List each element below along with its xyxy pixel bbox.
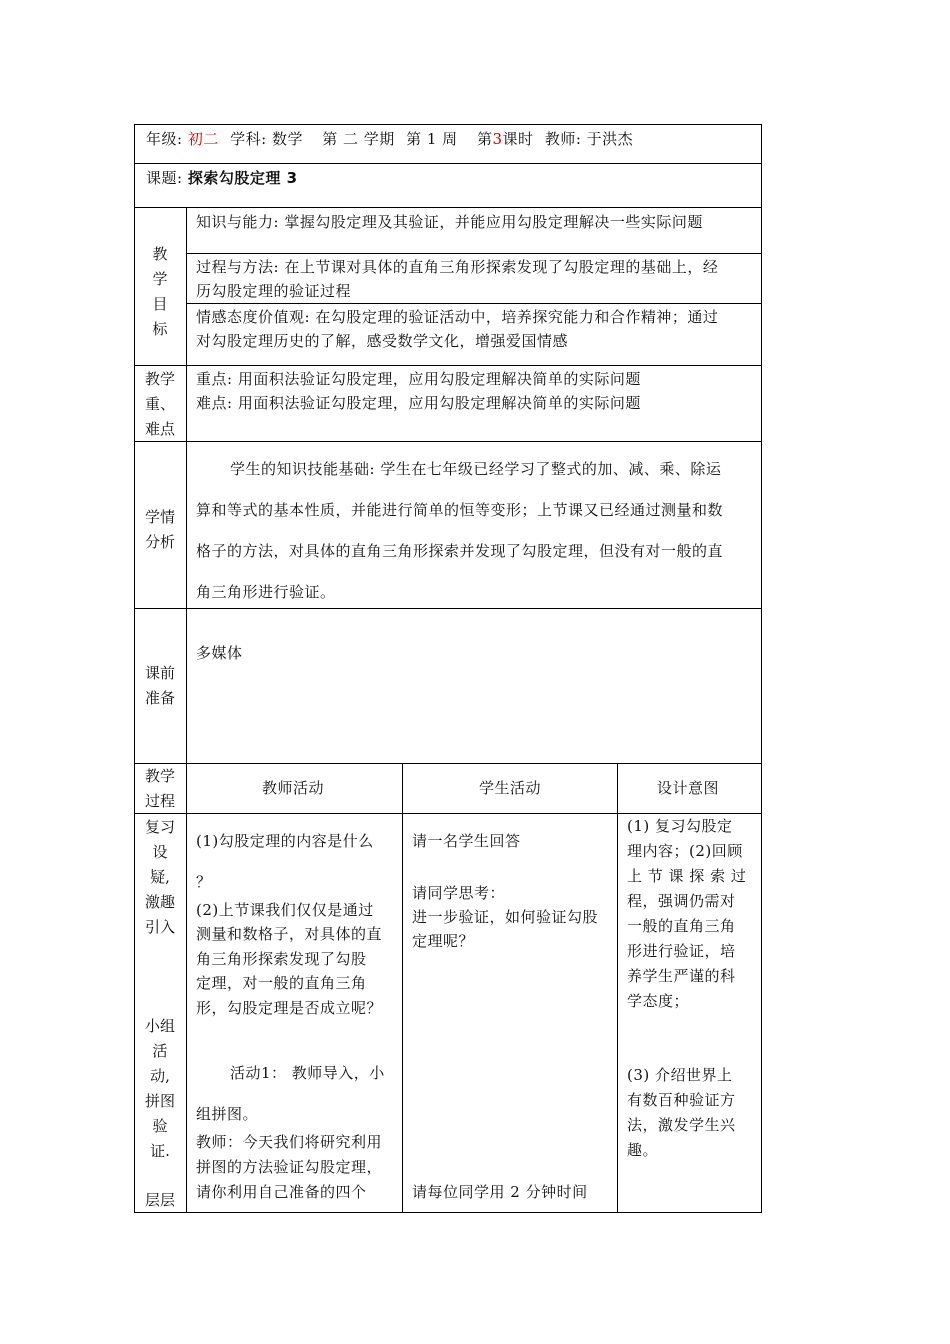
topic-value: 探索勾股定理 3 bbox=[187, 169, 298, 187]
stage-label: 小组 bbox=[144, 1017, 175, 1035]
col-header-intent: 设计意图 bbox=[657, 779, 720, 797]
topic-row bbox=[146, 166, 298, 191]
week: 第 1 周 bbox=[406, 130, 458, 148]
subject: 学科: 数学 bbox=[230, 130, 303, 148]
col-header-teacher: 教师活动 bbox=[262, 779, 325, 797]
col-divider bbox=[402, 763, 403, 1213]
teacher-line: 拼图的方法验证勾股定理， bbox=[196, 1158, 383, 1176]
intent-line: 上 节 课 探 索 过 bbox=[627, 867, 747, 885]
intent-line: 学态度； bbox=[627, 992, 690, 1010]
intent-line: 养学生严谨的科 bbox=[627, 967, 736, 985]
teacher-line: (2)上节课我们仅仅是通过 bbox=[196, 901, 374, 919]
label-line: 教学 bbox=[144, 767, 175, 785]
intent-line: 趣。 bbox=[627, 1141, 659, 1159]
analysis-line: 格子的方法，对具体的直角三角形探索并发现了勾股定理，但没有对一般的直 bbox=[196, 542, 724, 560]
label-line: 难点 bbox=[144, 420, 175, 438]
row-divider bbox=[134, 207, 762, 208]
analysis-line: 算和等式的基本性质，并能进行简单的恒等变形；上节课又已经通过测量和数 bbox=[196, 501, 724, 519]
col-divider bbox=[186, 207, 187, 1213]
term: 第 二 学期 bbox=[322, 130, 395, 148]
student-line: 请同学思考： bbox=[412, 884, 506, 902]
intent-line: 法，激发学生兴 bbox=[627, 1116, 736, 1134]
analysis-line: 角三角形进行验证。 bbox=[196, 583, 336, 601]
topic-label: 课题: bbox=[146, 169, 183, 187]
student-line: 请每位同学用 2 分钟时间 bbox=[412, 1183, 588, 1201]
objective-process-line: 历勾股定理的验证过程 bbox=[196, 282, 352, 300]
row-divider bbox=[134, 441, 762, 442]
stage-label: 证. bbox=[150, 1142, 170, 1160]
objective-process-line: 过程与方法: 在上节课对具体的直角三角形探索发现了勾股定理的基础上，经 bbox=[196, 258, 719, 276]
intent-line: 形进行验证，培 bbox=[627, 942, 736, 960]
row-divider bbox=[186, 253, 762, 254]
student-line: 进一步验证，如何验证勾股 bbox=[412, 908, 599, 926]
label-char: 标 bbox=[152, 320, 168, 338]
lesson-prefix: 第 bbox=[476, 130, 493, 148]
teacher-line: 组拼图。 bbox=[196, 1105, 259, 1123]
label-line: 教学 bbox=[144, 370, 175, 388]
stage-label: 疑, bbox=[150, 868, 170, 886]
row-divider bbox=[134, 608, 762, 609]
label-line: 学情 bbox=[144, 508, 175, 526]
stage-label: 激趣 bbox=[144, 893, 175, 911]
header-row bbox=[146, 127, 633, 152]
teacher-line: 测量和数格子，对具体的直 bbox=[196, 925, 383, 943]
student-line: 定理呢？ bbox=[412, 932, 475, 950]
intent-line: 程，强调仍需对 bbox=[627, 892, 736, 910]
row-divider bbox=[134, 365, 762, 366]
preparation-value: 多媒体 bbox=[196, 644, 243, 662]
row-divider bbox=[134, 163, 762, 164]
label-char: 目 bbox=[152, 295, 168, 313]
grade-value: 初二 bbox=[187, 130, 219, 148]
teacher-line: (1)勾股定理的内容是什么 bbox=[196, 832, 374, 850]
intent-line: (1) 复习勾股定 bbox=[627, 817, 733, 835]
lesson-suffix: 课时 bbox=[502, 130, 534, 148]
teacher-line: 请你利用自己准备的四个 bbox=[196, 1183, 367, 1201]
col-divider bbox=[617, 763, 618, 1213]
analysis-line: 学生的知识技能基础: 学生在七年级已经学习了整式的加、减、乘、除运 bbox=[230, 460, 722, 478]
key-point: 重点: 用面积法验证勾股定理，应用勾股定理解决简单的实际问题 bbox=[196, 370, 641, 388]
label-line: 重、 bbox=[144, 395, 175, 413]
teacher: 教师: 于洪杰 bbox=[544, 130, 634, 148]
grade-label: 年级: bbox=[146, 130, 183, 148]
student-line: 请一名学生回答 bbox=[412, 832, 521, 850]
label-line: 课前 bbox=[144, 664, 175, 682]
intent-line: 一般的直角三角 bbox=[627, 917, 736, 935]
teacher-line: ？ bbox=[196, 873, 212, 891]
intent-line: 有数百种验证方 bbox=[627, 1091, 736, 1109]
teacher-line: 定理，对一般的直角三角 bbox=[196, 974, 367, 992]
teacher-line: 教师：今天我们将研究利用 bbox=[196, 1133, 383, 1151]
row-divider bbox=[134, 763, 762, 764]
teacher-line: 角三角形探索发现了勾股 bbox=[196, 950, 367, 968]
lesson-number: 3 bbox=[492, 130, 503, 148]
stage-label: 验 bbox=[152, 1117, 168, 1135]
label-line: 准备 bbox=[144, 689, 175, 707]
stage-label: 层层 bbox=[144, 1191, 175, 1209]
stage-label: 设 bbox=[152, 843, 168, 861]
intent-line: (3) 介绍世界上 bbox=[627, 1066, 733, 1084]
teacher-line: 形，勾股定理是否成立呢？ bbox=[196, 999, 383, 1017]
label-line: 分析 bbox=[144, 533, 175, 551]
stage-label: 动, bbox=[150, 1067, 170, 1085]
label-char: 教 bbox=[152, 245, 168, 263]
objective-knowledge: 知识与能力: 掌握勾股定理及其验证，并能应用勾股定理解决一些实际问题 bbox=[196, 213, 703, 231]
intent-line: 理内容；(2)回顾 bbox=[627, 842, 743, 860]
label-char: 学 bbox=[152, 270, 168, 288]
col-header-student: 学生活动 bbox=[479, 779, 542, 797]
stage-label: 拼图 bbox=[144, 1092, 175, 1110]
objective-emotion-line: 情感态度价值观: 在勾股定理的验证活动中，培养探究能力和合作精神；通过 bbox=[196, 308, 719, 326]
stage-label: 引入 bbox=[144, 918, 175, 936]
teacher-line: 活动1： 教师导入，小 bbox=[230, 1064, 385, 1082]
stage-label: 活 bbox=[152, 1042, 168, 1060]
label-line: 过程 bbox=[144, 792, 175, 810]
stage-label: 复习 bbox=[144, 818, 175, 836]
difficult-point: 难点: 用面积法验证勾股定理，应用勾股定理解决简单的实际问题 bbox=[196, 394, 641, 412]
objective-emotion-line: 对勾股定理历史的了解，感受数学文化，增强爱国情感 bbox=[196, 332, 569, 350]
